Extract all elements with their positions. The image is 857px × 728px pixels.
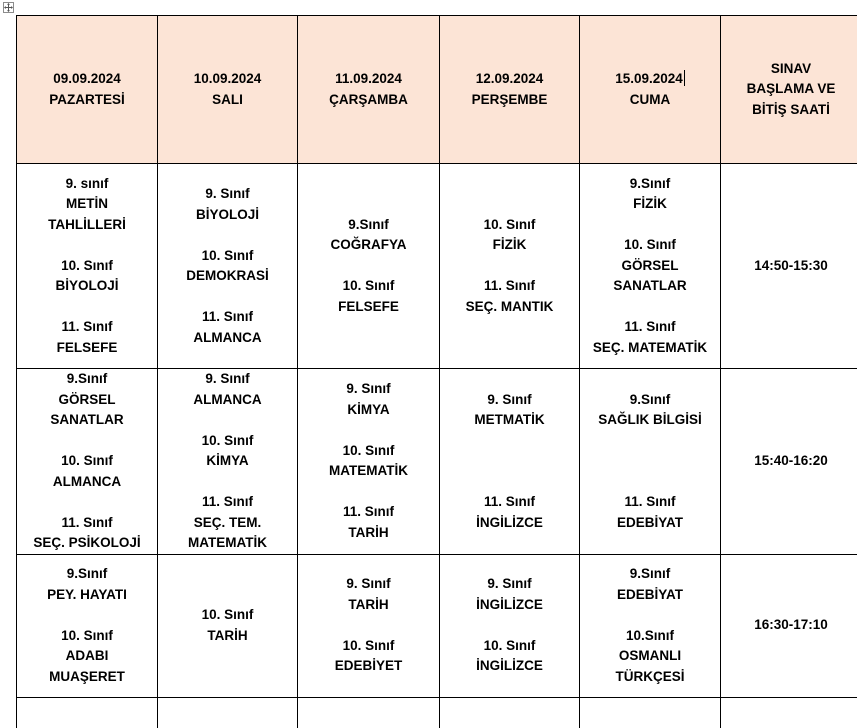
spacer [298,420,439,441]
subject-label: SANATLAR [17,410,157,431]
spacer [580,605,720,626]
spacer [580,215,720,236]
table-cell[interactable] [158,697,298,728]
header-time-line: BİTİŞ SAATİ [721,100,857,121]
grade-label: 10. Sınıf [580,235,720,256]
header-date-with-cursor [580,69,720,90]
grade-label: 10. Sınıf [17,256,157,277]
spacer [158,472,297,493]
exam-time-label: 15:40-16:20 [721,451,857,472]
grade-label: 10. Sınıf [440,215,579,236]
grade-label: 11. Sınıf [17,513,157,534]
grade-label: 10. Sınıf [158,246,297,267]
exam-cell-wednesday[interactable] [298,554,440,697]
grade-label: 11. Sınıf [158,307,297,328]
spacer [440,431,579,452]
header-cell-exam-time[interactable] [721,16,857,164]
header-date: 10.09.2024 [158,69,297,90]
spacer [440,256,579,277]
subject-label: BİYOLOJİ [17,276,157,297]
subject-label: PEY. HAYATI [17,585,157,606]
grade-label: 11. Sınıf [580,492,720,513]
exam-cell-friday[interactable] [580,554,721,697]
grade-label: 10. Sınıf [298,636,439,657]
spacer [580,472,720,493]
grade-label: 10. Sınıf [158,431,297,452]
grade-label: 10. Sınıf [298,276,439,297]
subject-label: SAĞLIK BİLGİSİ [580,410,720,431]
header-time-line: BAŞLAMA VE [721,79,857,100]
grade-label: 9.Sınıf [17,564,157,585]
grade-label: 10. Sınıf [158,605,297,626]
subject-label: İNGİLİZCE [440,656,579,677]
grade-label: 9. Sınıf [158,184,297,205]
exam-cell-thursday[interactable] [440,554,580,697]
exam-cell-wednesday[interactable] [298,369,440,555]
grade-label: 9. Sınıf [440,574,579,595]
grade-label: 9.Sınıf [580,174,720,195]
subject-label: ALMANCA [17,472,157,493]
exam-cell-monday[interactable] [17,554,158,697]
table-cell[interactable] [721,697,857,728]
header-cell-friday[interactable] [580,16,721,164]
subject-label: GÖRSEL [580,256,720,277]
spacer [158,225,297,246]
header-day: SALI [158,90,297,111]
subject-label: MATEMATİK [158,533,297,554]
exam-time-cell[interactable] [721,369,857,555]
subject-label: TAHLİLLERİ [17,215,157,236]
subject-label: METİN [17,194,157,215]
exam-cell-friday[interactable] [580,164,721,369]
spacer [298,482,439,503]
exam-cell-thursday[interactable] [440,164,580,369]
grade-label: 9.Sınıf [580,564,720,585]
exam-cell-friday[interactable] [580,369,721,555]
exam-cell-tuesday[interactable] [158,369,298,555]
exam-cell-tuesday[interactable] [158,164,298,369]
grade-label: 10. Sınıf [17,626,157,647]
header-date: 15.09.2024 [615,71,683,86]
spacer [17,235,157,256]
table-cell[interactable] [17,697,158,728]
header-cell-monday[interactable] [17,16,158,164]
subject-label: SEÇ. TEM. [158,513,297,534]
grade-label: 9. Sınıf [298,574,439,595]
exam-time-cell[interactable] [721,164,857,369]
exam-cell-monday[interactable] [17,164,158,369]
grade-label: 11. Sınıf [440,492,579,513]
subject-label: FELSEFE [17,338,157,359]
spacer [158,287,297,308]
header-day: CUMA [580,90,720,111]
spacer [298,256,439,277]
grade-label: 9.Sınıf [17,369,157,390]
table-row-partial [17,697,857,728]
subject-label: TÜRKÇESİ [580,667,720,688]
subject-label: TARİH [298,595,439,616]
spacer [580,431,720,452]
grade-label: 10. Sınıf [17,451,157,472]
exam-cell-tuesday[interactable] [158,554,298,697]
exam-cell-monday[interactable] [17,369,158,555]
subject-label: BİYOLOJİ [158,205,297,226]
grade-label: 10.Sınıf [580,626,720,647]
subject-label: GÖRSEL [17,390,157,411]
header-cell-thursday[interactable] [440,16,580,164]
subject-label: MUAŞERET [17,667,157,688]
exam-cell-thursday[interactable] [440,369,580,555]
exam-time-cell[interactable] [721,554,857,697]
header-day: ÇARŞAMBA [298,90,439,111]
subject-label: ALMANCA [158,328,297,349]
header-date: 12.09.2024 [440,69,579,90]
header-day: PERŞEMBE [440,90,579,111]
subject-label: ADABI [17,646,157,667]
subject-label: OSMANLI [580,646,720,667]
table-row [17,554,857,697]
subject-label: METMATİK [440,410,579,431]
grade-label: 11. Sınıf [158,492,297,513]
subject-label: SEÇ. PSİKOLOJİ [17,533,157,554]
subject-label: EDEBİYAT [580,513,720,534]
exam-schedule-table [16,15,857,728]
table-move-handle-icon[interactable] [3,2,14,13]
spacer [440,451,579,472]
grade-label: 11. Sınıf [298,502,439,523]
table-row [17,164,857,369]
spacer [440,472,579,493]
subject-label: EDEBİYAT [580,585,720,606]
spacer [17,492,157,513]
subject-label: SEÇ. MATEMATİK [580,338,720,359]
grade-label: 9. sınıf [17,174,157,195]
spacer [298,615,439,636]
grade-label: 9. Sınıf [298,379,439,400]
header-row [17,16,857,164]
spacer [440,615,579,636]
header-cell-tuesday[interactable] [158,16,298,164]
subject-label: FİZİK [580,194,720,215]
grade-label: 9. Sınıf [158,369,297,390]
spacer [580,297,720,318]
table-cell[interactable] [440,697,580,728]
table-cell[interactable] [580,697,721,728]
subject-label: COĞRAFYA [298,235,439,256]
table-cell[interactable] [298,697,440,728]
grade-label: 9.Sınıf [580,390,720,411]
subject-label: TARİH [158,626,297,647]
exam-time-label: 16:30-17:10 [721,615,857,636]
table-row [17,369,857,555]
subject-label: FİZİK [440,235,579,256]
subject-label: TARİH [298,523,439,544]
subject-label: MATEMATİK [298,461,439,482]
subject-label: SEÇ. MANTIK [440,297,579,318]
text-cursor [684,70,685,86]
grade-label: 11. Sınıf [580,317,720,338]
grade-label: 9. Sınıf [440,390,579,411]
subject-label: İNGİLİZCE [440,513,579,534]
grade-label: 10. Sınıf [298,441,439,462]
spacer [17,605,157,626]
grade-label: 11. Sınıf [440,276,579,297]
header-day: PAZARTESİ [17,90,157,111]
spacer [17,297,157,318]
exam-cell-wednesday[interactable] [298,164,440,369]
subject-label: ALMANCA [158,390,297,411]
grade-label: 10. Sınıf [440,636,579,657]
spacer [158,410,297,431]
header-cell-wednesday[interactable] [298,16,440,164]
subject-label: SANATLAR [580,276,720,297]
subject-label: EDEBİYET [298,656,439,677]
spacer [17,431,157,452]
grade-label: 9.Sınıf [298,215,439,236]
header-time-line: SINAV [721,59,857,80]
spacer [580,451,720,472]
subject-label: KİMYA [298,400,439,421]
subject-label: İNGİLİZCE [440,595,579,616]
subject-label: FELSEFE [298,297,439,318]
subject-label: KİMYA [158,451,297,472]
subject-label: DEMOKRASİ [158,266,297,287]
grade-label: 11. Sınıf [17,317,157,338]
header-date: 09.09.2024 [17,69,157,90]
header-date: 11.09.2024 [298,69,439,90]
exam-time-label: 14:50-15:30 [721,256,857,277]
